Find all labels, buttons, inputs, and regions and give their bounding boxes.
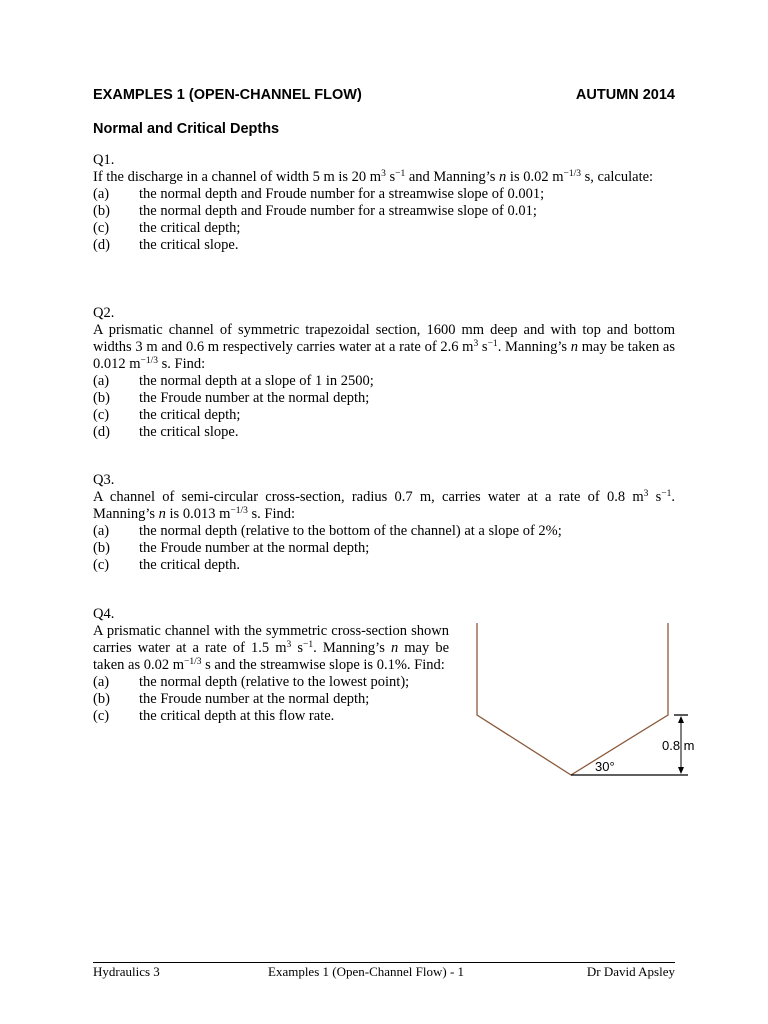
question-number: Q1. — [93, 152, 115, 168]
question-number: Q2. — [93, 305, 115, 321]
document-title: EXAMPLES 1 (OPEN-CHANNEL FLOW) — [93, 87, 362, 103]
list-item: (b) the Froude number at the normal depth; — [93, 540, 370, 556]
angle-label: 30° — [595, 759, 615, 774]
list-item: (a) the normal depth at a slope of 1 in 2500; — [93, 373, 374, 389]
footer-page: Examples 1 (Open-Channel Flow) - 1 — [268, 964, 465, 979]
dimension-arrow-up — [678, 716, 684, 723]
term-label: AUTUMN 2014 — [575, 87, 675, 103]
list-item: (c) the critical depth. — [93, 557, 241, 573]
list-item: (a) the normal depth and Froude number for a streamwise slope of 0.001; — [93, 186, 545, 202]
question-number: Q3. — [93, 472, 115, 488]
question-4 — [93, 606, 449, 725]
list-item: (d) the critical slope. — [93, 237, 239, 253]
footer-divider — [93, 962, 675, 963]
list-item: (c) the critical depth; — [93, 220, 241, 236]
channel-outline — [477, 623, 668, 775]
page-footer — [93, 964, 675, 980]
question-text: A channel of semi-circular cross-section, radius 0.7 m, carries water at a rate of 0.8 $m^3$ $s^{-1}$. Manning’s n is 0.013 $m^{-1/3}$ s. Find: — [93, 489, 675, 522]
question-1 — [93, 152, 675, 254]
question-text: If the discharge in a channel of width 5 m is 20 $m^3$ $s^{-1}$ and Manning’s n is 0.02 $m^{-1/3}$ s, calculate: — [93, 169, 654, 185]
question-number: Q4. — [93, 606, 115, 622]
list-item: (b) the Froude number at the normal depth; — [93, 390, 370, 406]
document-header — [93, 87, 675, 103]
dimension-arrow-down — [678, 767, 684, 774]
list-item: (c) the critical depth at this flow rate. — [93, 708, 335, 724]
list-item: (c) the critical depth; — [93, 407, 241, 423]
height-label: 0.8 m — [662, 738, 695, 753]
list-item: (a) the normal depth (relative to the lowest point); — [93, 674, 410, 690]
list-item: (d) the critical slope. — [93, 424, 239, 440]
question-text: A prismatic channel with the symmetric cross-section shown carries water at a rate of 1.5 $m^3$ $s^{-1}$. Manning’s n may be taken as 0.02 $m^{-1/3}$ s and the streamwise slope is 0.1%. Find: — [93, 623, 449, 673]
list-item: (b) the Froude number at the normal depth; — [93, 691, 370, 707]
section-title: Normal and Critical Depths — [93, 121, 280, 137]
cross-section-diagram — [460, 620, 710, 790]
footer-author: Dr David Apsley — [586, 964, 675, 979]
list-item: (b) the normal depth and Froude number for a streamwise slope of 0.01; — [93, 203, 537, 219]
question-3 — [93, 472, 675, 574]
question-2 — [93, 305, 675, 441]
question-text: A prismatic channel of symmetric trapezoidal section, 1600 mm deep and with top and bottom widths 3 m and 0.6 m respectively carries water at a rate of 2.6 $m^3$ $s^{-1}$. Manning’s n may be taken as 0.012 $m^{-1/3}$ s. Find: — [93, 322, 675, 372]
footer-course: Hydraulics 3 — [93, 964, 160, 979]
list-item: (a) the normal depth (relative to the bottom of the channel) at a slope of 2%; — [93, 523, 562, 539]
